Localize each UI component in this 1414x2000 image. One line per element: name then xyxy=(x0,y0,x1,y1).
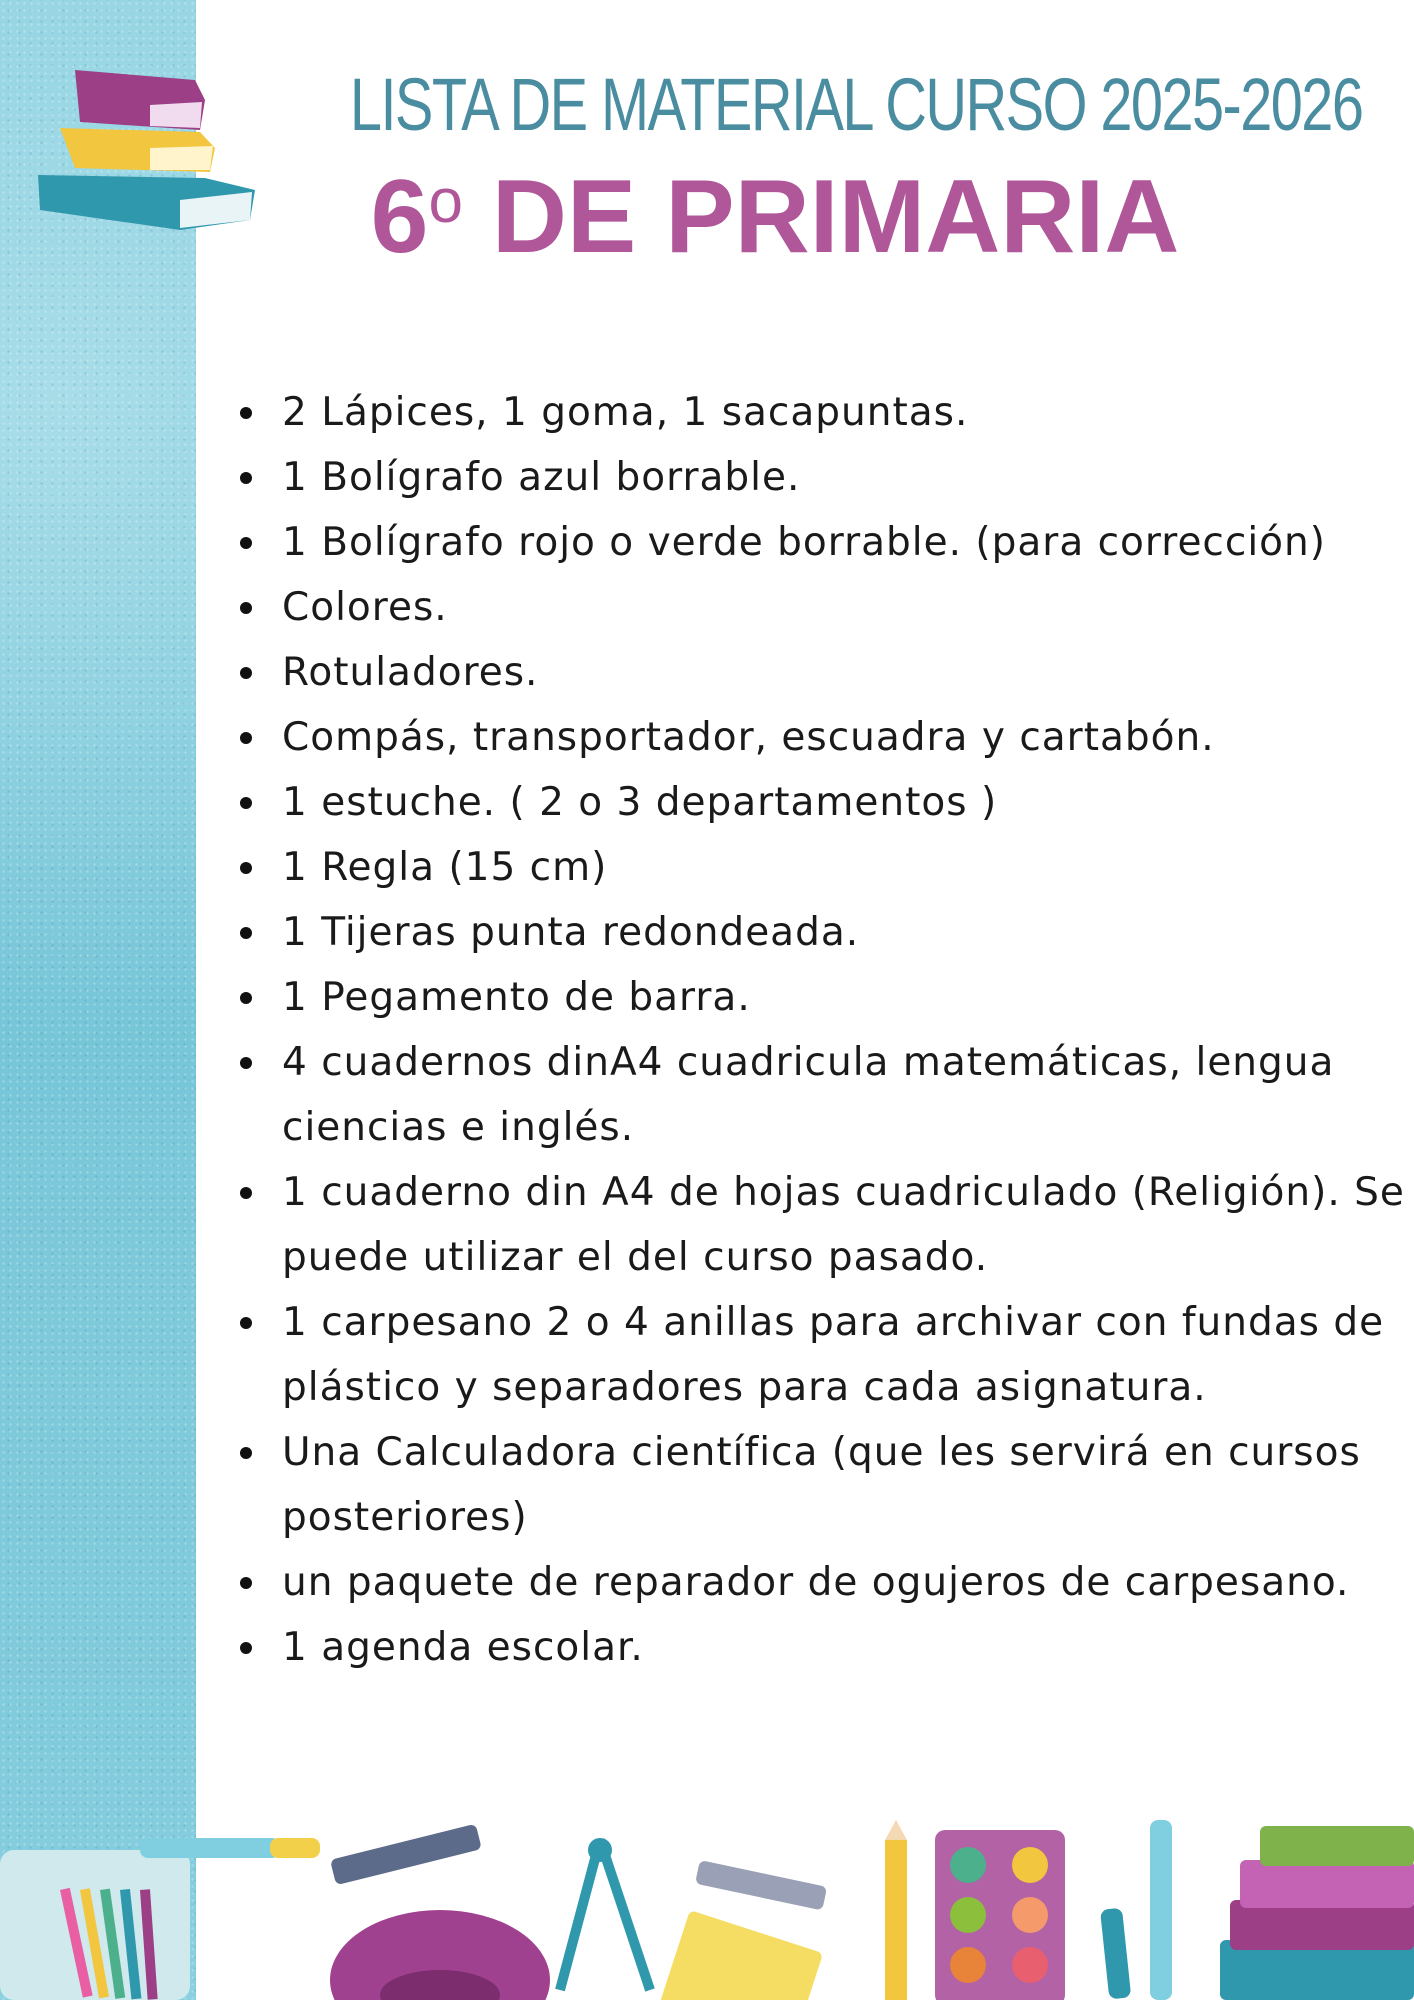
materials-list xyxy=(232,380,1407,1680)
pencil-icon xyxy=(885,1820,907,2000)
list-item: Colores. xyxy=(232,575,1407,640)
list-item: 1 estuche. ( 2 o 3 departamentos ) xyxy=(232,770,1407,835)
list-item: 2 Lápices, 1 goma, 1 sacapuntas. xyxy=(232,380,1407,445)
pencil-case-icon xyxy=(0,1850,190,2000)
grade-title xyxy=(230,158,1320,277)
list-item: 1 cuaderno din A4 de hojas cuadriculado (Religión). Se puede utilizar el del curso pasado. xyxy=(232,1160,1407,1290)
list-item: Rotuladores. xyxy=(232,640,1407,705)
list-item: un paquete de reparador de ogujeros de carpesano. xyxy=(232,1550,1407,1615)
blue-sidebar xyxy=(0,0,196,2000)
crayon-icon xyxy=(140,1824,827,1911)
list-item: 1 Bolígrafo azul borrable. xyxy=(232,445,1407,510)
stacked-books-icon xyxy=(1220,1826,1414,2000)
list-item: 1 carpesano 2 o 4 anillas para archivar con fundas de plástico y separadores para cada asignatura. xyxy=(232,1290,1407,1420)
notebook-icon xyxy=(656,1910,823,2000)
list-item: 1 agenda escolar. xyxy=(232,1615,1407,1680)
compass-icon xyxy=(560,1838,650,1990)
list-item: Una Calculadora científica (que les servirá en cursos posteriores) xyxy=(232,1420,1407,1550)
list-item: 1 Regla (15 cm) xyxy=(232,835,1407,900)
grade-ordinal: o xyxy=(428,167,463,236)
list-item: 1 Tijeras punta redondeada. xyxy=(232,900,1407,965)
grade-number: 6 xyxy=(370,159,429,275)
list-item: 1 Bolígrafo rojo o verde borrable. (para corrección) xyxy=(232,510,1407,575)
backpack-icon xyxy=(330,1910,550,2000)
school-supplies-border xyxy=(0,1820,1414,2000)
list-item: 1 Pegamento de barra. xyxy=(232,965,1407,1030)
grade-text: DE PRIMARIA xyxy=(491,159,1180,275)
list-item: 4 cuadernos dinA4 cuadricula matemáticas, lengua ciencias e inglés. xyxy=(232,1030,1407,1160)
list-title: LISTA DE MATERIAL CURSO 2025-2026 xyxy=(349,63,1363,146)
fountain-pen-icon xyxy=(1100,1820,1172,2000)
list-item: Compás, transportador, escuadra y cartabón. xyxy=(232,705,1407,770)
paint-palette-icon xyxy=(935,1830,1065,2000)
